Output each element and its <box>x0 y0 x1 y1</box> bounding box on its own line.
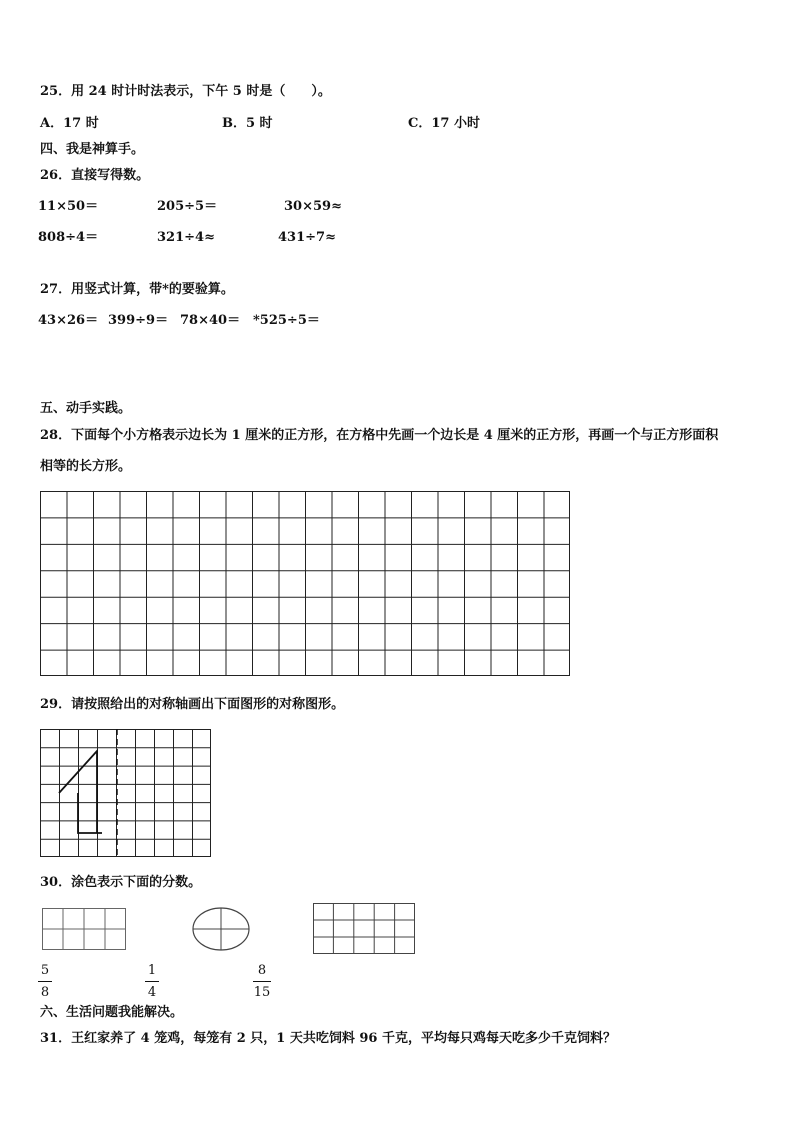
q29-figure <box>40 729 211 857</box>
q26-item-4: 808÷4＝ <box>38 230 99 245</box>
q31-stem: 31．王红家养了 4 笼鸡，每笼有 2 只，1 天共吃饲料 96 千克，平均每只鸡每天吃多少千克饲料？ <box>40 1031 616 1046</box>
q28-stem-line-2: 相等的长方形。 <box>40 459 132 474</box>
fraction-denominator: 15 <box>253 985 271 1000</box>
q29-stem: 29．请按照给出的对称轴画出下面图形的对称图形。 <box>40 697 345 712</box>
section-5-heading: 五、动手实践。 <box>40 401 132 416</box>
fraction-5-8 <box>38 963 52 1000</box>
q30-oval-quarters[interactable] <box>192 907 250 951</box>
given-figure-2 <box>78 793 102 833</box>
fraction-1-4 <box>145 963 159 1000</box>
fraction-numerator: 1 <box>147 963 157 978</box>
q26-item-3: 30×59≈ <box>284 199 342 214</box>
section-4-heading: 四、我是神算手。 <box>40 142 145 157</box>
q27-item-2: 399÷9＝ <box>108 313 169 328</box>
fraction-8-15 <box>253 963 271 1000</box>
fraction-numerator: 8 <box>257 963 267 978</box>
q25-option-a: A．17 时 <box>40 116 99 131</box>
q26-item-2: 205÷5＝ <box>157 199 218 214</box>
q27-item-4: *525÷5＝ <box>253 313 320 328</box>
q26-item-1: 11×50＝ <box>38 199 99 214</box>
q27-item-3: 78×40＝ <box>180 313 241 328</box>
q30-rectangle-eighths[interactable] <box>42 908 126 950</box>
q28-square-grid[interactable] <box>40 491 570 676</box>
q27-item-1: 43×26＝ <box>38 313 99 328</box>
q25-option-c: C．17 小时 <box>408 116 480 131</box>
fraction-denominator: 8 <box>40 985 50 1000</box>
fraction-denominator: 4 <box>147 985 157 1000</box>
q30-stem: 30．涂色表示下面的分数。 <box>40 875 202 890</box>
q28-stem-line-1: 28．下面每个小方格表示边长为 1 厘米的正方形，在方格中先画一个边长是 4 厘米的正方形，再画一个与正方形面积 <box>40 428 719 443</box>
q27-stem: 27．用竖式计算，带*的要验算。 <box>40 282 234 297</box>
q26-item-5: 321÷4≈ <box>157 230 215 245</box>
q26-stem: 26．直接写得数。 <box>40 168 150 183</box>
q25-stem: 25．用 24 时计时法表示，下午 5 时是（ ）。 <box>40 84 331 99</box>
fraction-numerator: 5 <box>40 963 50 978</box>
q30-rectangle-fifteenths[interactable] <box>313 903 415 954</box>
q26-item-6: 431÷7≈ <box>278 230 336 245</box>
section-6-heading: 六、生活问题我能解决。 <box>40 1005 184 1020</box>
q25-option-b: B．5 时 <box>222 116 273 131</box>
